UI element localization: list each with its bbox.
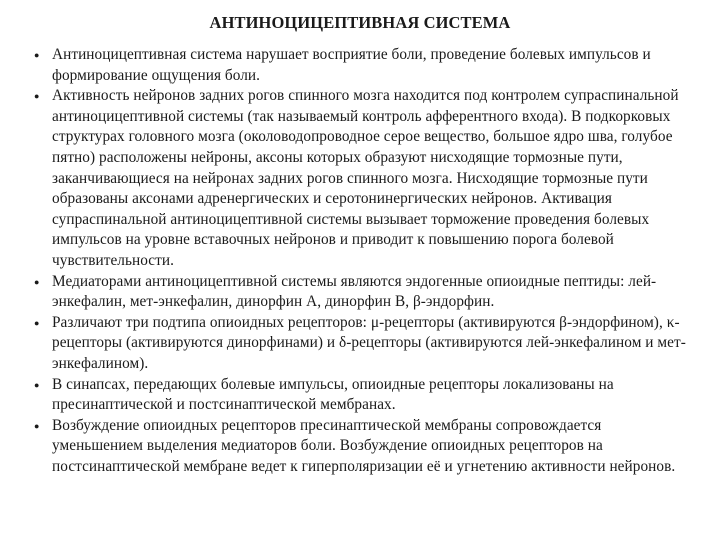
list-item xyxy=(0,416,720,478)
bullet-icon: ● xyxy=(34,379,40,390)
list-item-text: Медиаторами антиноцицептивной системы являются эндогенные опиоидные пептиды: лей-энкефалин, мет-энкефалин, динорфин А, динорфин В, β-эндорфин. xyxy=(52,272,657,311)
list-item xyxy=(0,86,720,271)
list-item xyxy=(0,272,720,313)
list-item xyxy=(0,313,720,375)
bullet-icon: ● xyxy=(34,50,40,60)
list-item-text: Активность нейронов задних рогов спинного мозга находится под контролем супраспинальной антиноцицептивной системы (так называемый контроль афферентного входа). В подкорковых структурах головного мозга (околоводопроводное серое вещество, большое ядро шва, голубое пятно) расположены нейроны, аксоны которых образуют нисходящие тормозные пути, заканчивающиеся на нейронах задних рогов спинного мозга. Нисходящие тормозные пути образованы аксонами адренергических и серотонинергических нейронов. Активация супраспинальной антиноцицептивной системы вызывает торможение проведения болевых импульсов на уровне вставочных нейронов и приводит к повышению порога болевой чувствительности. xyxy=(52,87,679,269)
list-item xyxy=(0,375,720,416)
bullet-icon: ● xyxy=(34,276,40,287)
list-item-text: Различают три подтипа опиоидных рецепторов: μ-рецепторы (активируются β-эндорфином), κ-рецепторы (активируются динорфинами) и δ-рецепторы (активируются лей-энкефалином и мет-энкефалином). xyxy=(52,313,686,372)
page-title: АНТИНОЦИЦЕПТИВНАЯ СИСТЕМА xyxy=(209,13,511,32)
list-item-text: Возбуждение опиоидных рецепторов пресинаптической мембраны сопровождается уменьшением выделения медиаторов боли. Возбуждение опиоидных рецепторов на постсинаптической мембране ведет к гиперполяризации её и угнетению активности нейронов. xyxy=(52,416,676,475)
bullet-icon: ● xyxy=(34,420,40,431)
bullet-list xyxy=(0,45,720,477)
bullet-icon: ● xyxy=(34,317,40,328)
list-item-text: Антиноцицептивная система нарушает восприятие боли, проведение болевых импульсов и формирование ощущения боли. xyxy=(52,46,651,84)
list-item xyxy=(0,45,720,86)
bullet-icon: ● xyxy=(34,91,40,102)
list-item-text: В синапсах, передающих болевые импульсы, опиоидные рецепторы локализованы на пресинаптической и постсинаптической мембранах. xyxy=(52,375,614,414)
